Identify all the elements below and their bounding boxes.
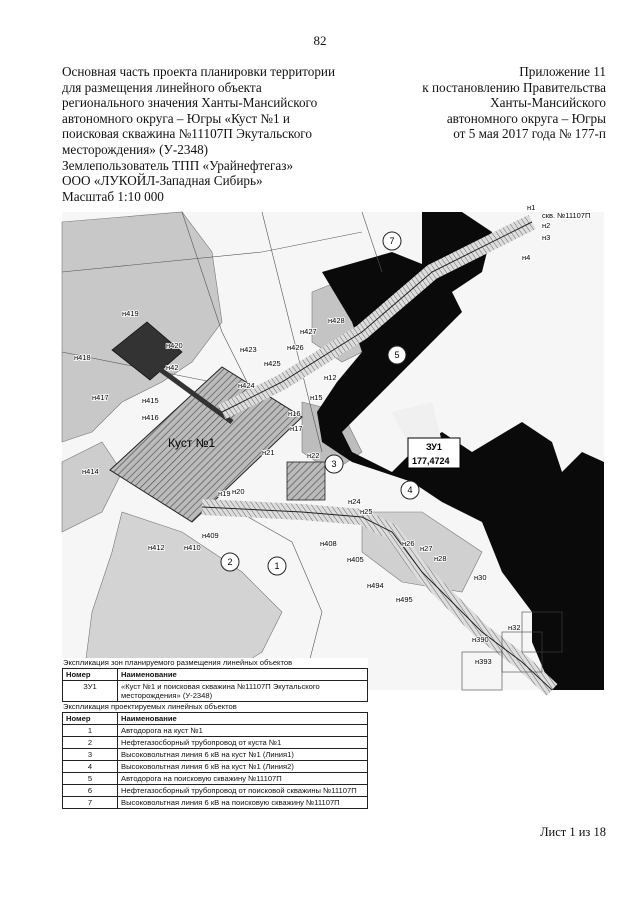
zones-table <box>62 668 368 702</box>
column-header: Номер <box>63 713 118 725</box>
header-left-line: Основная часть проекта планировки территории <box>62 64 336 79</box>
kust-label: Куст №1 <box>168 436 216 450</box>
table-cell: 1 <box>63 725 118 737</box>
header-left-line: месторождения» (У-2348) <box>62 141 209 157</box>
point-label: н420 <box>166 341 183 350</box>
table-cell: 4 <box>63 761 118 773</box>
point-label: н42 <box>166 363 179 372</box>
object-marker: 3 <box>331 459 337 469</box>
table1-caption: Экспликация зон планируемого размещения линейных объектов <box>62 658 368 668</box>
point-label: н409 <box>202 531 219 540</box>
zone-area: 177,4724 <box>412 456 450 466</box>
point-label: н393 <box>475 657 492 666</box>
header-left-line: регионального значения Ханты-Мансийского <box>62 95 318 111</box>
explication-tables <box>62 658 368 809</box>
point-label: н30 <box>474 573 487 582</box>
table-cell: Высоковольтная линия 6 кВ на поисковую скважину №11107П <box>118 797 368 809</box>
point-label: н2 <box>542 221 551 230</box>
point-label: н410 <box>184 543 201 552</box>
point-label: н425 <box>264 359 281 368</box>
header-right-line: от 5 мая 2017 года № 177-п <box>453 126 606 142</box>
table-cell: Нефтегазосборный трубопровод от поисковой скважины №11107П <box>118 785 368 797</box>
object-marker: 1 <box>274 561 280 571</box>
point-label: н20 <box>232 487 245 496</box>
table-cell: 7 <box>63 797 118 809</box>
header-right-line: к постановлению Правительства <box>422 79 606 95</box>
header-left-line: ООО «ЛУКОЙЛ-Западная Сибирь» <box>62 173 263 189</box>
point-label: н27 <box>420 544 433 553</box>
table-cell: Высоковольтная линия 6 кВ на куст №1 (Линия2) <box>118 761 368 773</box>
point-label: н419 <box>122 309 139 318</box>
table-row <box>63 773 368 785</box>
point-label: н427 <box>300 327 317 336</box>
point-label: н424 <box>238 381 255 390</box>
table-cell: Высоковольтная линия 6 кВ на куст №1 (Линия1) <box>118 749 368 761</box>
well-label: скв. №11107П <box>542 211 591 220</box>
object-marker: 2 <box>227 557 233 567</box>
point-label: н415 <box>142 396 159 405</box>
point-label: н17 <box>290 424 303 433</box>
table-cell: Нефтегазосборный трубопровод от куста №1 <box>118 737 368 749</box>
header-right-line: автономного округа – Югры <box>446 110 606 126</box>
point-label: н495 <box>396 595 413 604</box>
point-label: н25 <box>360 507 373 516</box>
header-right-line: Ханты-Мансийского <box>490 95 606 111</box>
table-header-row <box>63 713 368 725</box>
table-cell: 2 <box>63 737 118 749</box>
header-left-line: для размещения линейного объекта <box>62 79 262 95</box>
point-label: н417 <box>92 393 109 402</box>
table-cell: «Куст №1 и поисковая скважина №11107П Экутальского месторождения» (У-2348) <box>118 681 368 702</box>
table-cell: ЗУ1 <box>63 681 118 702</box>
table-cell: 5 <box>63 773 118 785</box>
point-label: н32 <box>508 623 521 632</box>
point-label: н414 <box>82 467 99 476</box>
point-label: н3 <box>542 233 551 242</box>
point-label: н15 <box>310 393 323 402</box>
point-label: н4 <box>522 253 531 262</box>
point-label: н428 <box>328 316 345 325</box>
object-marker: 4 <box>407 485 413 495</box>
object-marker: 5 <box>394 350 400 360</box>
point-label: н28 <box>434 554 447 563</box>
point-label: н418 <box>74 353 91 362</box>
column-header: Наименование <box>118 713 368 725</box>
point-label: н416 <box>142 413 159 422</box>
point-label: н19 <box>218 489 231 498</box>
zone-label: ЗУ1 <box>426 442 442 452</box>
planning-map <box>62 203 604 690</box>
table-row <box>63 761 368 773</box>
point-label: н390 <box>472 635 489 644</box>
point-label: н405 <box>347 555 364 564</box>
table-row <box>63 785 368 797</box>
column-header: Наименование <box>118 669 368 681</box>
table-cell: Автодорога на поисковую скважину №11107П <box>118 773 368 785</box>
point-label: н12 <box>324 373 337 382</box>
table-row <box>63 797 368 809</box>
point-label: н24 <box>348 497 361 506</box>
header-right <box>376 64 606 142</box>
column-header: Номер <box>63 669 118 681</box>
point-label: н16 <box>288 409 301 418</box>
point-label: н412 <box>148 543 165 552</box>
point-label: н494 <box>367 581 384 590</box>
table-row <box>63 681 368 702</box>
header-left-line: поисковая скважина №11107П Экутальского <box>62 126 312 142</box>
header-left-line: автономного округа – Югры «Куст №1 и <box>62 110 290 126</box>
point-label: н26 <box>402 539 415 548</box>
point-label: н22 <box>307 451 320 460</box>
table-row <box>63 749 368 761</box>
table-row <box>63 737 368 749</box>
table-cell: 6 <box>63 785 118 797</box>
page-number: 82 <box>313 33 327 48</box>
point-label: н1 <box>527 203 536 212</box>
header-left <box>62 64 392 204</box>
header-left-line: Землепользователь ТПП «Урайнефтегаз» <box>62 157 294 173</box>
table-header-row <box>63 669 368 681</box>
objects-table <box>62 712 368 809</box>
table2-caption: Экспликация проектируемых линейных объектов <box>62 702 368 712</box>
table-cell: Автодорога на куст №1 <box>118 725 368 737</box>
hatched-square <box>287 462 325 500</box>
point-label: н423 <box>240 345 257 354</box>
point-label: н426 <box>287 343 304 352</box>
point-label: н21 <box>262 448 275 457</box>
table-cell: 3 <box>63 749 118 761</box>
table-row <box>63 725 368 737</box>
header-right-line: Приложение 11 <box>519 64 606 79</box>
sheet-number: Лист 1 из 18 <box>540 825 606 839</box>
header-left-line: Масштаб 1:10 000 <box>62 188 164 204</box>
point-label: н408 <box>320 539 337 548</box>
object-marker: 7 <box>389 236 395 246</box>
